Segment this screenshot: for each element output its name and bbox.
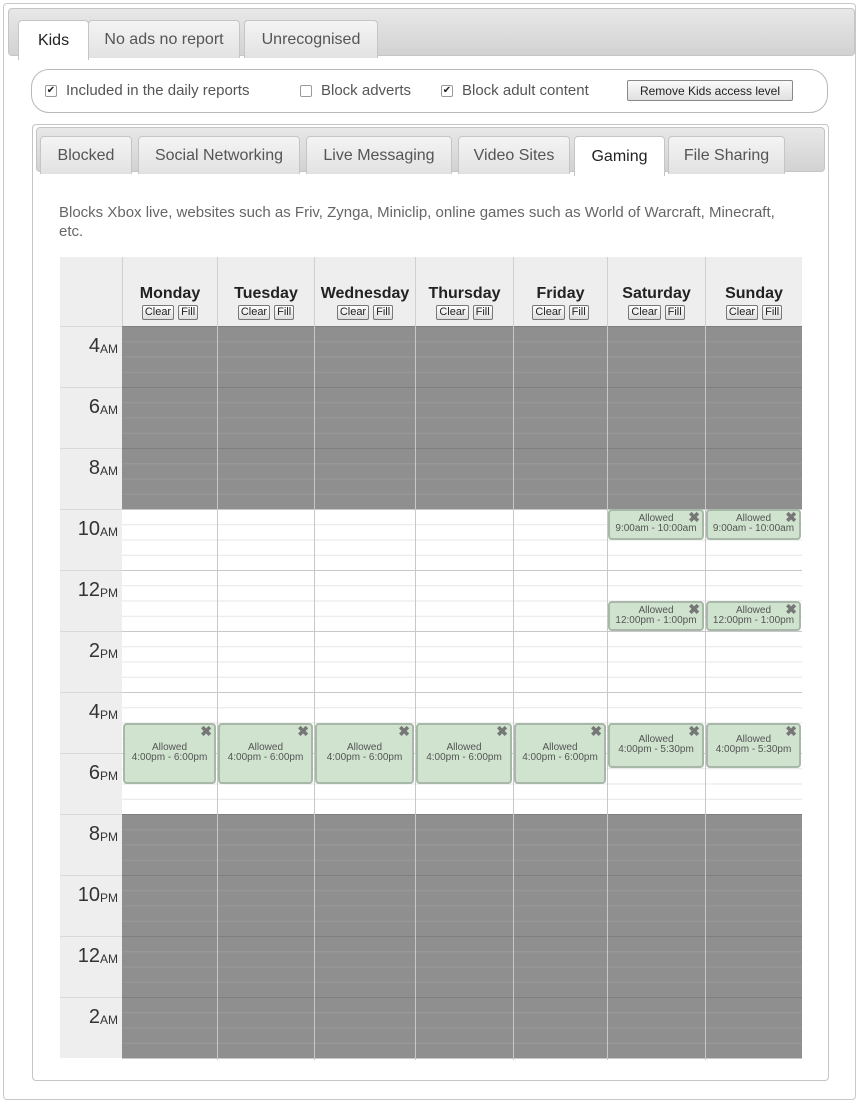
day-header-saturday	[607, 257, 705, 326]
slot-status: Allowed	[638, 513, 674, 525]
slot-status: Allowed	[638, 734, 674, 746]
blocked-time-range	[122, 326, 802, 509]
hour-number: 4	[88, 335, 100, 357]
tab-gaming[interactable]	[574, 136, 665, 176]
allowed-time-slot[interactable]	[608, 723, 704, 769]
slot-time-range: 4:00pm - 6:00pm	[522, 752, 598, 763]
allowed-time-slot[interactable]	[218, 723, 313, 784]
allowed-time-slot[interactable]	[315, 723, 414, 784]
fill-day-button[interactable]: Fill	[762, 305, 782, 320]
hour-label	[60, 753, 122, 814]
day-actions	[416, 305, 513, 320]
allowed-time-slot[interactable]	[608, 509, 704, 540]
hour-number: 6	[88, 762, 100, 784]
option-block-adult[interactable]	[441, 82, 589, 99]
tab-unrecognised[interactable]	[244, 20, 378, 58]
hour-label	[60, 692, 122, 753]
clear-day-button[interactable]: Clear	[532, 305, 564, 320]
day-name: Tuesday	[234, 285, 298, 302]
day-name: Thursday	[428, 285, 501, 302]
block-adverts-label: Block adverts	[321, 82, 412, 99]
slot-time-range: 4:00pm - 5:30pm	[715, 744, 792, 756]
slot-time-range: 12:00pm - 1:00pm	[712, 614, 795, 626]
day-actions	[514, 305, 607, 320]
hour-period: AM	[100, 403, 118, 417]
hour-labels	[60, 326, 122, 1060]
day-divider	[513, 326, 514, 1060]
tab-label: Gaming	[591, 147, 648, 165]
tab-label: Unrecognised	[261, 30, 361, 48]
included-reports-checkbox[interactable]: ✔	[46, 84, 56, 96]
slot-status: Allowed	[638, 604, 674, 616]
clear-day-button[interactable]: Clear	[142, 305, 174, 320]
day-header-sunday	[705, 257, 802, 326]
tab-label: Kids	[37, 31, 70, 49]
hour-number: 12	[77, 579, 100, 601]
slot-time-range: 9:00am - 10:00am	[615, 523, 697, 535]
allowed-time-slot[interactable]	[706, 723, 801, 769]
day-divider	[607, 326, 608, 1060]
allowed-time-slot[interactable]	[123, 723, 216, 784]
tab-blocked[interactable]	[40, 136, 132, 174]
hour-label	[60, 387, 122, 448]
close-icon[interactable]: ✖	[785, 600, 797, 617]
hour-number: 4	[88, 701, 100, 723]
header-corner	[60, 257, 122, 326]
tab-social-networking[interactable]	[138, 136, 300, 174]
day-divider	[217, 326, 218, 1060]
hour-period: AM	[100, 1013, 118, 1027]
option-block-adverts[interactable]	[300, 82, 411, 99]
close-icon[interactable]: ✖	[496, 722, 508, 739]
slot-time-range: 12:00pm - 1:00pm	[615, 614, 697, 626]
block-adult-checkbox[interactable]: ✔	[442, 84, 452, 96]
hour-number: 8	[88, 457, 100, 479]
close-icon[interactable]: ✖	[200, 722, 212, 739]
slot-time-range: 4:00pm - 5:30pm	[618, 744, 694, 756]
fill-day-button[interactable]: Fill	[274, 305, 294, 320]
fill-day-button[interactable]: Fill	[178, 305, 198, 320]
fill-day-button[interactable]: Fill	[373, 305, 393, 320]
category-panel	[32, 124, 829, 1081]
hour-period: PM	[100, 708, 118, 722]
hour-label	[60, 570, 122, 631]
tab-live-messaging[interactable]	[306, 136, 452, 174]
hour-period: AM	[100, 952, 118, 966]
tab-label: Live Messaging	[323, 146, 435, 164]
fill-day-button[interactable]: Fill	[473, 305, 493, 320]
slot-status: Allowed	[346, 742, 383, 753]
slot-time-range: 4:00pm - 6:00pm	[227, 752, 304, 763]
hour-period: PM	[100, 830, 118, 844]
fill-day-button[interactable]: Fill	[569, 305, 589, 320]
clear-day-button[interactable]: Clear	[238, 305, 270, 320]
clear-day-button[interactable]: Clear	[436, 305, 468, 320]
day-actions	[608, 305, 705, 320]
slot-status: Allowed	[735, 513, 772, 525]
slot-status: Allowed	[247, 742, 284, 753]
slot-status: Allowed	[735, 734, 772, 746]
access-level-options	[31, 69, 828, 113]
hour-label	[60, 814, 122, 875]
hour-label	[60, 997, 122, 1058]
hour-period: AM	[100, 464, 118, 478]
day-name: Sunday	[725, 285, 783, 302]
close-icon[interactable]: ✖	[398, 722, 410, 739]
hour-number: 2	[88, 1006, 100, 1028]
hour-number: 10	[77, 518, 100, 540]
schedule-grid[interactable]	[122, 326, 802, 1060]
clear-day-button[interactable]: Clear	[628, 305, 660, 320]
hour-label	[60, 631, 122, 692]
hour-period: PM	[100, 769, 118, 783]
hour-number: 12	[77, 945, 100, 967]
allowed-time-slot[interactable]	[416, 723, 512, 784]
clear-day-button[interactable]: Clear	[337, 305, 369, 320]
remove-access-level-button[interactable]: Remove Kids access level	[627, 80, 793, 101]
day-name: Wednesday	[320, 285, 410, 302]
slot-status: Allowed	[542, 742, 578, 753]
day-divider	[705, 326, 706, 1060]
tab-label: Video Sites	[473, 146, 555, 164]
day-header-friday	[513, 257, 607, 326]
hour-period: PM	[100, 586, 118, 600]
hour-label	[60, 326, 122, 387]
hour-period: PM	[100, 647, 118, 661]
close-icon[interactable]: ✖	[785, 509, 797, 525]
tab-no-ads-no-report[interactable]	[88, 20, 240, 58]
tab-file-sharing[interactable]	[668, 136, 785, 174]
close-icon[interactable]: ✖	[590, 722, 602, 739]
clear-day-button[interactable]: Clear	[726, 305, 758, 320]
tab-label: No ads no report	[104, 30, 224, 48]
included-reports-label: Included in the daily reports	[66, 82, 250, 99]
hour-label	[60, 448, 122, 509]
close-icon[interactable]: ✖	[688, 600, 700, 617]
hour-label	[60, 936, 122, 997]
block-adult-label: Block adult content	[462, 82, 589, 99]
hour-period: PM	[100, 891, 118, 905]
hour-label	[60, 509, 122, 570]
access-level-tabbar	[8, 8, 855, 56]
day-actions	[706, 305, 802, 320]
tab-label: File Sharing	[683, 146, 770, 164]
tab-label: Social Networking	[154, 146, 284, 164]
slot-time-range: 9:00am - 10:00am	[712, 523, 795, 535]
slot-time-range: 4:00pm - 6:00pm	[131, 752, 208, 763]
day-header-wednesday	[314, 257, 415, 326]
day-name: Monday	[139, 285, 201, 302]
day-actions	[315, 305, 415, 320]
hour-number: 6	[88, 396, 100, 418]
close-icon[interactable]: ✖	[688, 722, 700, 739]
day-header-thursday	[415, 257, 513, 326]
slot-status: Allowed	[735, 604, 772, 616]
allowed-time-slot[interactable]	[514, 723, 606, 784]
blocked-time-range	[122, 814, 802, 1058]
close-icon[interactable]: ✖	[785, 722, 797, 739]
allowed-time-slot[interactable]	[608, 601, 704, 632]
hour-period: AM	[100, 342, 118, 356]
tab-kids[interactable]	[18, 20, 89, 60]
hour-period: AM	[100, 525, 118, 539]
block-adverts-checkbox[interactable]	[300, 85, 312, 97]
hour-number: 10	[77, 884, 100, 906]
slot-status: Allowed	[446, 742, 482, 753]
hour-number: 2	[88, 640, 100, 662]
day-header-tuesday	[217, 257, 314, 326]
day-name: Saturday	[622, 285, 691, 302]
day-divider	[415, 326, 416, 1060]
slot-status: Allowed	[151, 742, 188, 753]
day-actions	[218, 305, 314, 320]
fill-day-button[interactable]: Fill	[665, 305, 685, 320]
day-actions	[123, 305, 217, 320]
slot-time-range: 4:00pm - 6:00pm	[426, 752, 502, 763]
option-included-reports[interactable]	[45, 82, 249, 99]
allowed-time-slot[interactable]	[706, 601, 801, 632]
category-description: Blocks Xbox live, websites such as Friv, Zynga, Miniclip, online games such as World of Warcraft, Minecraft, etc.	[59, 204, 775, 240]
tab-video-sites[interactable]	[458, 136, 570, 174]
allowed-time-slot[interactable]	[706, 509, 801, 540]
category-tabbar	[36, 127, 825, 172]
weekly-schedule	[60, 257, 802, 1060]
day-divider	[314, 326, 315, 1060]
day-header-monday	[122, 257, 217, 326]
close-icon[interactable]: ✖	[688, 509, 700, 525]
hour-number: 8	[88, 823, 100, 845]
day-name: Friday	[536, 285, 585, 302]
tab-label: Blocked	[57, 146, 115, 164]
close-icon[interactable]: ✖	[297, 722, 309, 739]
hour-label	[60, 875, 122, 936]
slot-time-range: 4:00pm - 6:00pm	[326, 752, 403, 763]
